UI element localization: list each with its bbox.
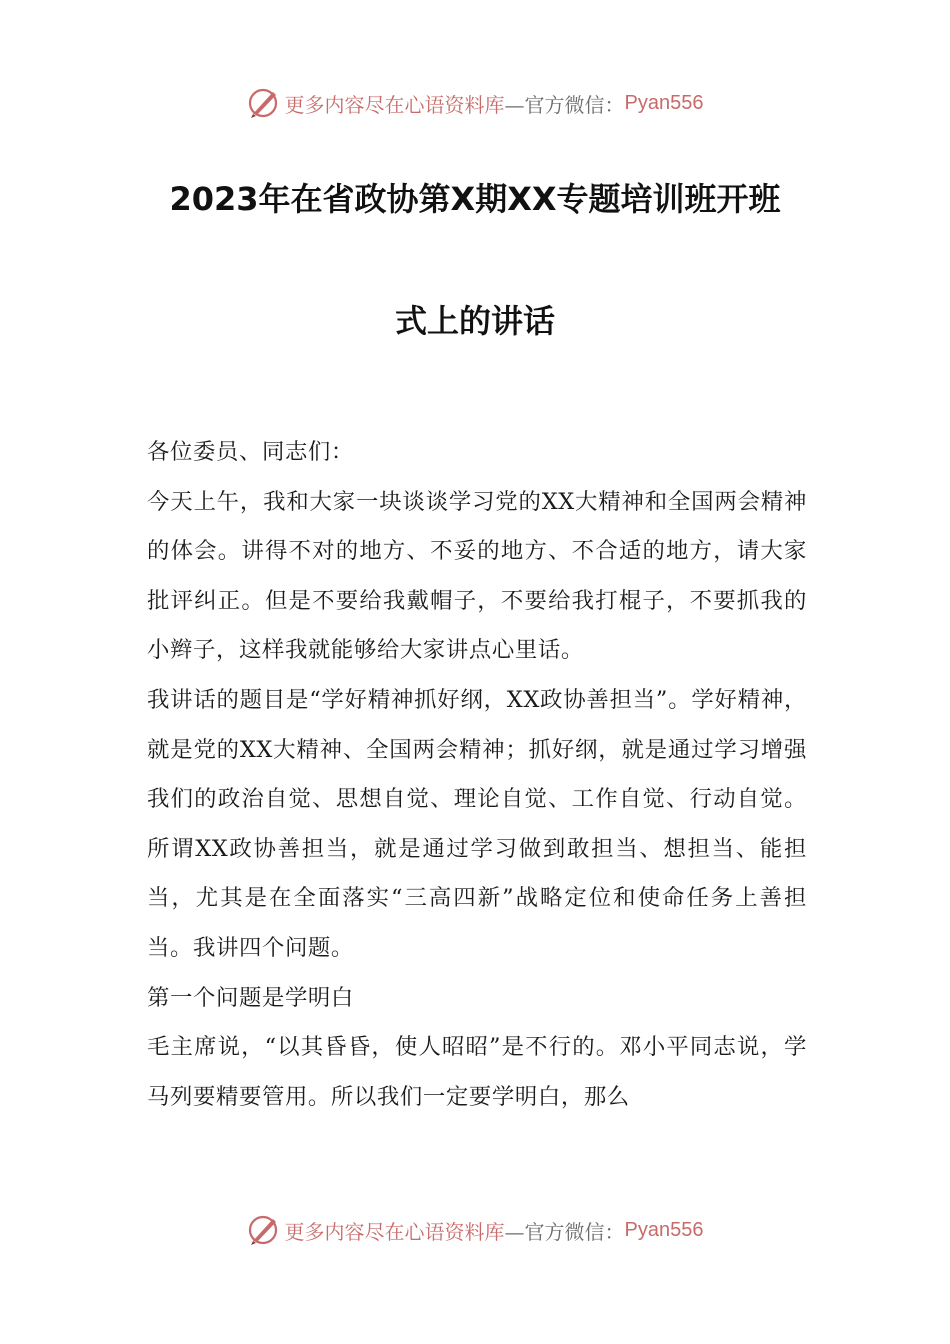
paragraph: 毛主席说，“以其昏昏，使人昭昭”是不行的。邓小平同志说，学马列要精要管用。所以我们一定要学明白，那么 xyxy=(147,1034,807,1110)
document-title-line-1: 2023年在省政协第X期XX专题培训班开班 xyxy=(169,180,781,218)
paragraph: 我讲话的题目是“学好精神抓好纲，XX政协善担当”。学好精神，就是党的XX大精神、全国两会精神；抓好纲，就是通过学习增强我们的政治自觉、思想自觉、理论自觉、工作自觉、行动自觉。所谓XX政协善担当，就是通过学习做到敢担当、想担当、能担当，尤其是在全面落实“三高四新”战略定位和使命任务上善担当。我讲四个问题。 xyxy=(147,686,807,961)
banner-text-main: 更多内容尽在心语资料库 xyxy=(284,92,505,117)
salutation: 各位委员、同志们： xyxy=(147,439,354,465)
document-title-line-2: 式上的讲话 xyxy=(394,302,555,340)
paragraph: 今天上午，我和大家一块谈谈学习党的XX大精神和全国两会精神的体会。讲得不对的地方、不妥的地方、不合适的地方，请大家批评纠正。但是不要给我戴帽子，不要给我打棍子，不要抓我的小辫子，这样我就能够给大家讲点心里话。 xyxy=(147,488,807,664)
banner-text-label: —官方微信： xyxy=(504,1219,625,1244)
document-body xyxy=(147,428,807,1122)
banner-text-label: —官方微信： xyxy=(504,92,625,117)
banner-text-id: Pyan556 xyxy=(624,91,704,114)
quill-logo-icon xyxy=(247,1213,281,1247)
banner-text-main: 更多内容尽在心语资料库 xyxy=(284,1219,505,1244)
banner-text-id: Pyan556 xyxy=(624,1218,704,1241)
section-heading: 第一个问题是学明白 xyxy=(147,984,354,1011)
footer-banner xyxy=(0,1210,950,1250)
header-banner xyxy=(0,83,950,123)
quill-logo-icon xyxy=(247,86,281,120)
